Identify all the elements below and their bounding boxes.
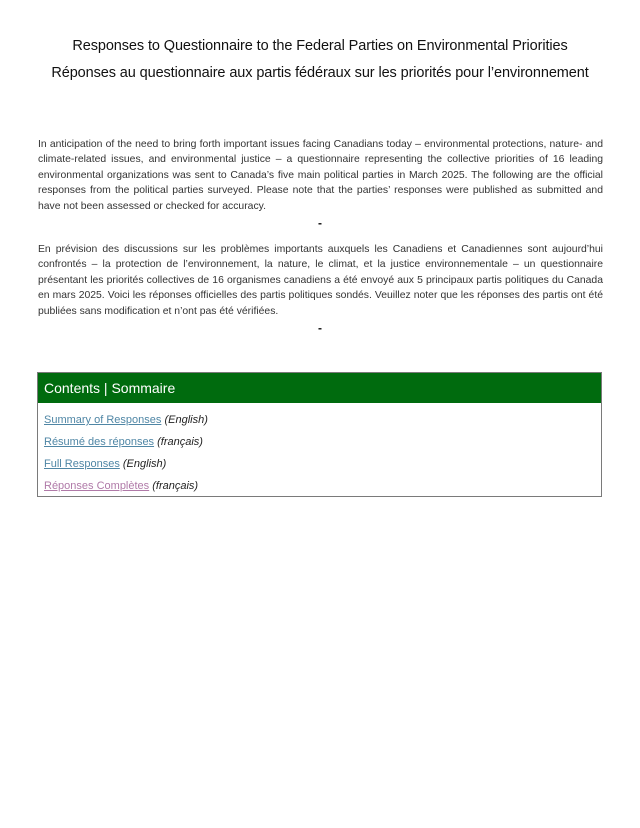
language-label: (français): [157, 436, 203, 448]
list-item: [44, 409, 601, 431]
list-item: [44, 475, 601, 497]
page-title-english: Responses to Questionnaire to the Federal Parties on Environmental Priorities: [72, 38, 568, 54]
summary-responses-english-link[interactable]: Summary of Responses: [44, 414, 162, 426]
full-responses-english-link[interactable]: Full Responses: [44, 458, 120, 470]
list-item: [44, 453, 601, 475]
contents-heading: Contents | Sommaire: [38, 373, 601, 403]
page-title-french: Réponses au questionnaire aux partis fédéraux sur les priorités pour l’environnement: [51, 65, 589, 81]
intro-paragraph-french: En prévision des discussions sur les problèmes importants auxquels les Canadiens et Canadiennes sont aujourd’hui confrontés – la protection de l’environnement, la nature, le climat, et la justice environnementale – un questionnaire présentant les priorités collectives de 16 organismes canadiens a été envoyé aux 5 principaux partis politiques du Canada en mars 2025. Voici les réponses officielles des partis politiques sondés. Veuillez noter que les réponses des partis ont été publiées sans modification et n’ont pas été vérifiées.: [38, 244, 603, 317]
language-label: (English): [122, 458, 167, 470]
section-separator: -: [318, 321, 322, 335]
contents-box: [37, 372, 602, 497]
intro-paragraph-english: In anticipation of the need to bring forth important issues facing Canadians today – environmental protections, nature- and climate-related issues, and environmental justice – a questionnaire representing the collective priorities of 16 leading environmental organizations was sent to Canada’s five main political parties in March 2025. The following are the official responses from the political parties surveyed. Please note that the parties’ responses were published as submitted and have not been assessed or checked for accuracy.: [38, 139, 603, 212]
contents-list: [38, 403, 601, 497]
summary-responses-french-link[interactable]: Résumé des réponses: [44, 436, 155, 448]
language-label: (français): [152, 480, 199, 492]
list-item: [44, 431, 601, 453]
full-responses-french-link[interactable]: Réponses Complètes: [44, 480, 150, 492]
section-separator: -: [318, 216, 322, 230]
language-label: (English): [164, 414, 208, 426]
